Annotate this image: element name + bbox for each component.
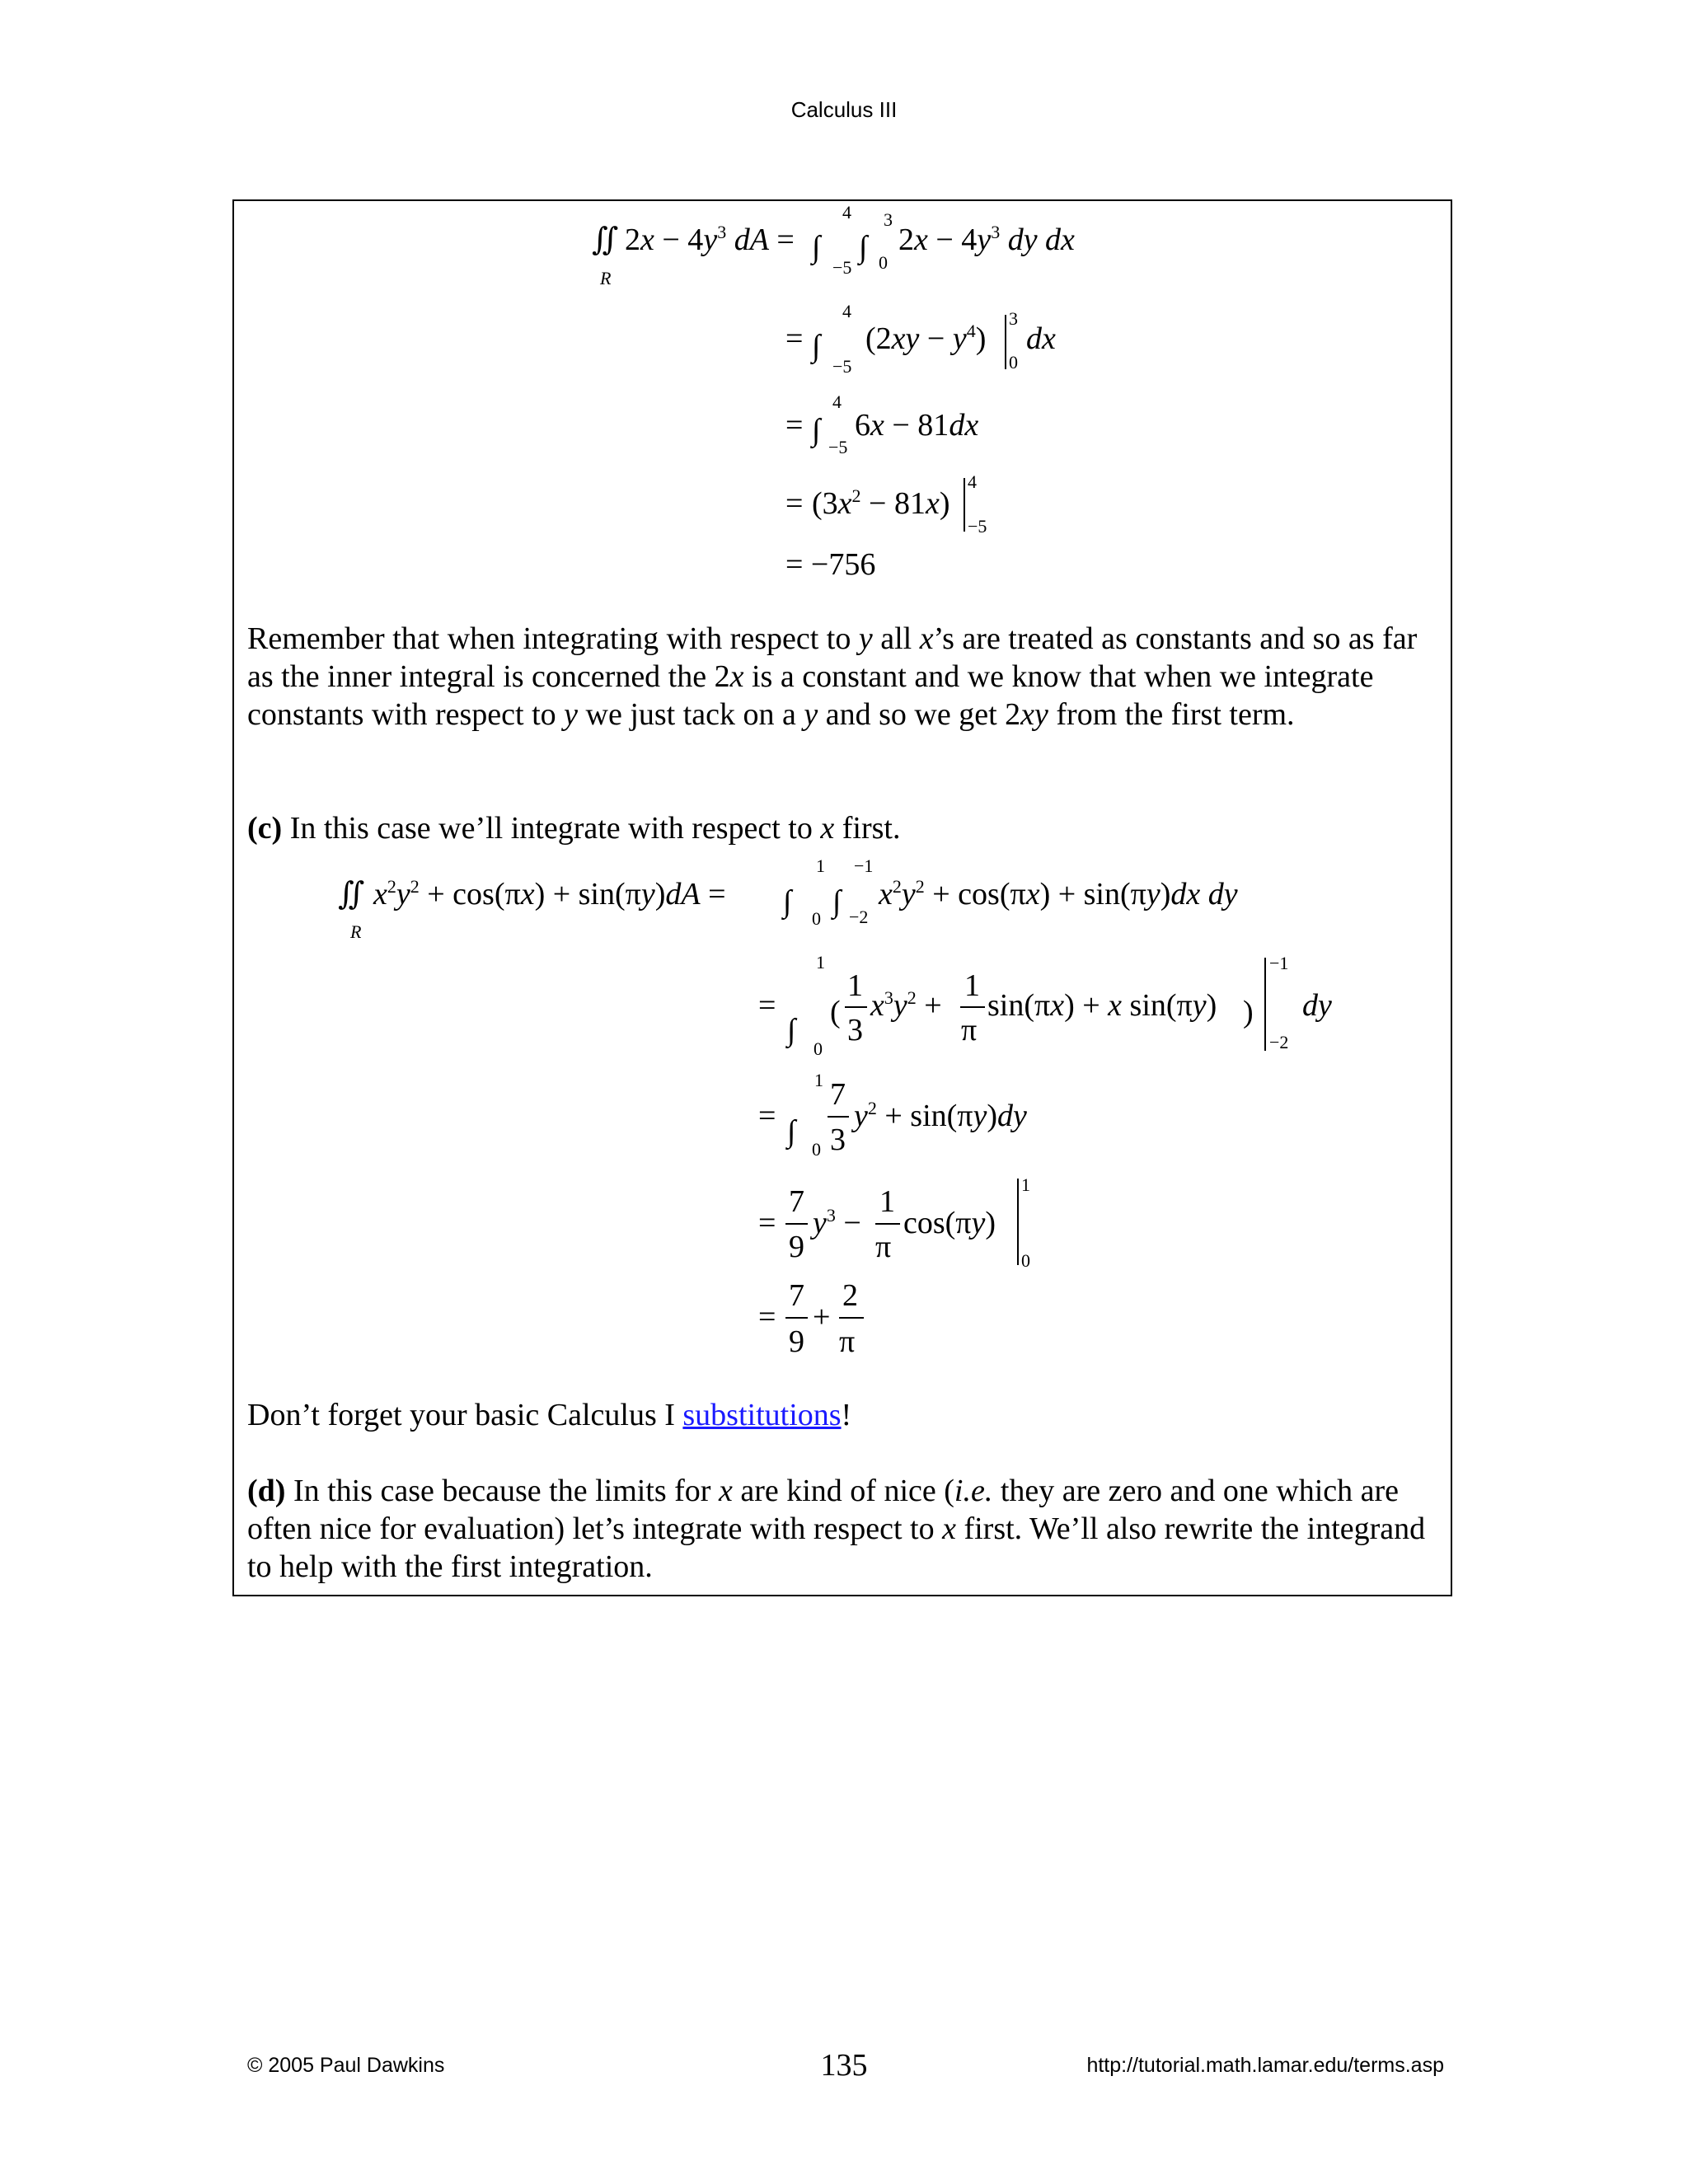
part-label: (c) — [247, 811, 283, 846]
svg-text:(3x2 − 81x): $(3x^2 - 81x)$ — [812, 485, 950, 521]
svg-text:−1: −1 — [854, 855, 874, 876]
svg-text:y2 + sin(πy)dy: $y^2 + \sin(\pi y)dy$ — [854, 1098, 1027, 1133]
svg-text:0: 0 — [814, 1038, 823, 1059]
svg-text:0: 0 — [812, 1139, 821, 1160]
text-span: is a constant and we know that when we integrate constants with respect to — [247, 659, 1374, 732]
svg-text:1: 1 — [964, 968, 980, 1003]
footer-copyright: © 2005 Paul Dawkins — [247, 2054, 445, 2077]
svg-text:∬: ∬ — [338, 877, 365, 912]
svg-text:x3y2 +: $x^3y^2$ + — [870, 987, 942, 1023]
svg-text:R: R — [350, 921, 362, 942]
svg-text:−5: −5 — [968, 516, 987, 537]
svg-text:=: = — [785, 486, 804, 521]
svg-text:(: ( — [830, 995, 841, 1029]
part-c-eq-line-2 — [758, 952, 1332, 1059]
variable: xy — [1020, 697, 1048, 732]
svg-text:2x − 4y3 dA =: $2x - 4y^3$ dA = — [625, 222, 795, 257]
svg-text:4: 4 — [968, 471, 977, 492]
svg-text:3: 3 — [847, 1013, 863, 1047]
svg-text:7: 7 — [830, 1077, 846, 1112]
svg-text:∫: ∫ — [787, 1114, 796, 1149]
svg-text:∫: ∫ — [812, 413, 821, 448]
variable: x — [919, 621, 934, 656]
svg-text:dy: dy — [1302, 988, 1332, 1023]
svg-text:2x − 4y3 dy dx: $2x - 4y^3$ dy dx — [898, 222, 1075, 257]
svg-text:dx: dx — [1026, 321, 1056, 356]
svg-text:∫: ∫ — [783, 884, 792, 919]
svg-text:=: = — [758, 1099, 776, 1133]
svg-text:1: 1 — [879, 1184, 895, 1219]
svg-text:∫: ∫ — [832, 884, 842, 919]
svg-text:3: 3 — [884, 209, 893, 230]
text-span: first. We’ll also rewrite the integrand to help with the first integration. — [247, 1511, 1426, 1584]
part-c-eq-line-3 — [758, 1070, 1027, 1160]
text-span: Remember that when integrating with respect to — [247, 621, 859, 656]
svg-text:∫: ∫ — [812, 230, 821, 265]
text-span: we just tack on a — [578, 697, 804, 732]
svg-text:9: 9 — [789, 1324, 804, 1359]
svg-text:3: 3 — [830, 1122, 846, 1157]
svg-text:x2y2 + cos(πx) + sin(πy)dx dy: $x^2y^2 + \cos(\pi x) + \sin(\pi y)dx$ dy — [879, 876, 1238, 912]
svg-text:1: 1 — [816, 855, 825, 876]
svg-text:7: 7 — [789, 1184, 804, 1219]
svg-text:=: = — [785, 408, 804, 443]
svg-text:−5: −5 — [828, 437, 848, 457]
text-span: and so we get 2 — [818, 697, 1021, 732]
svg-text:π: π — [875, 1230, 892, 1264]
svg-text:0: 0 — [879, 252, 888, 273]
svg-text:∫: ∫ — [812, 329, 821, 363]
svg-text:=: = — [758, 1300, 776, 1334]
svg-text:9: 9 — [789, 1230, 804, 1264]
text-span: they are zero and one which are often nice for evaluation) let’s integrate with respect to — [247, 1474, 1400, 1546]
svg-text:2: 2 — [842, 1278, 858, 1313]
svg-text:−1: −1 — [1269, 953, 1289, 973]
svg-text:3: 3 — [1009, 308, 1018, 329]
svg-text:−2: −2 — [849, 907, 869, 927]
svg-text:−5: −5 — [832, 257, 852, 278]
svg-text:4: 4 — [832, 391, 842, 412]
variable: x — [820, 811, 835, 846]
svg-text:R: R — [600, 268, 612, 288]
svg-text:π: π — [961, 1013, 978, 1047]
text-span: In this case because the limits for — [285, 1474, 719, 1508]
svg-text:4: 4 — [842, 202, 851, 223]
svg-text:(2xy − y4): $(2xy - y^4)$ — [865, 321, 987, 356]
svg-text:1: 1 — [814, 1070, 823, 1090]
svg-text:6x − 81dx: 6x − 81dx — [855, 408, 979, 443]
text-span: are kind of nice ( — [732, 1474, 954, 1508]
text-span: In this case we’ll integrate with respect to — [282, 811, 821, 846]
text-span: Don’t forget your basic Calculus I — [247, 1398, 683, 1432]
part-c-note — [247, 1396, 1434, 1434]
part-d-paragraph — [247, 1472, 1434, 1586]
svg-text:): ) — [1243, 995, 1254, 1029]
svg-text:∬: ∬ — [592, 223, 619, 257]
svg-text:=: = — [758, 1206, 776, 1240]
variable: x — [942, 1511, 956, 1546]
svg-text:∫: ∫ — [787, 1013, 796, 1047]
svg-text:=: = — [785, 321, 804, 356]
svg-text:0: 0 — [812, 908, 821, 929]
text-span: all — [872, 621, 920, 656]
svg-text:0: 0 — [1009, 352, 1018, 373]
substitutions-link[interactable]: substitutions — [682, 1398, 842, 1432]
svg-text:1: 1 — [816, 952, 825, 972]
svg-text:0: 0 — [1021, 1250, 1030, 1271]
svg-text:1: 1 — [847, 968, 863, 1003]
svg-text:= −756: = −756 — [785, 547, 876, 582]
text-span: ! — [841, 1398, 852, 1432]
part-c-eq-line-1 — [338, 855, 1238, 942]
variable: y — [564, 697, 579, 732]
svg-text:sin(πx) + x sin(πy): sin(πx) + x sin(πy) — [987, 988, 1217, 1023]
part-label: (d) — [247, 1474, 286, 1508]
svg-text:y3 −: $y^3$ − — [813, 1205, 861, 1240]
svg-text:1: 1 — [1021, 1174, 1030, 1195]
text-span: ’s are treated as constants and so as far as the inner integral is concerned the 2 — [247, 621, 1418, 694]
page-number: 135 — [820, 2048, 868, 2083]
page-header: Calculus III — [790, 97, 898, 122]
svg-text:4: 4 — [842, 301, 851, 321]
svg-text:−2: −2 — [1269, 1032, 1289, 1052]
variable: x — [729, 659, 744, 694]
svg-text:+: + — [813, 1300, 831, 1334]
variable: x — [718, 1474, 733, 1508]
part-c-eq-line-4 — [758, 1174, 1030, 1271]
svg-text:7: 7 — [789, 1278, 804, 1313]
abbreviation: i.e. — [954, 1474, 993, 1508]
svg-text:∫: ∫ — [859, 230, 868, 265]
svg-text:π: π — [839, 1324, 856, 1359]
svg-text:=: = — [758, 988, 776, 1023]
text-span: from the first term. — [1048, 697, 1295, 732]
part-c-eq-line-5 — [758, 1278, 864, 1359]
svg-text:−5: −5 — [832, 356, 852, 377]
footer-url: http://tutorial.math.lamar.edu/terms.asp — [1086, 2054, 1444, 2077]
variable: y — [858, 621, 873, 656]
svg-text:cos(πy): cos(πy) — [903, 1206, 996, 1240]
text-span: first. — [834, 811, 901, 846]
svg-text:x2y2 + cos(πx) + sin(πy)dA =: $x^2y^2 + \cos(\pi x) + \sin(\pi y)dA$ = — [373, 876, 726, 912]
variable: y — [804, 697, 818, 732]
